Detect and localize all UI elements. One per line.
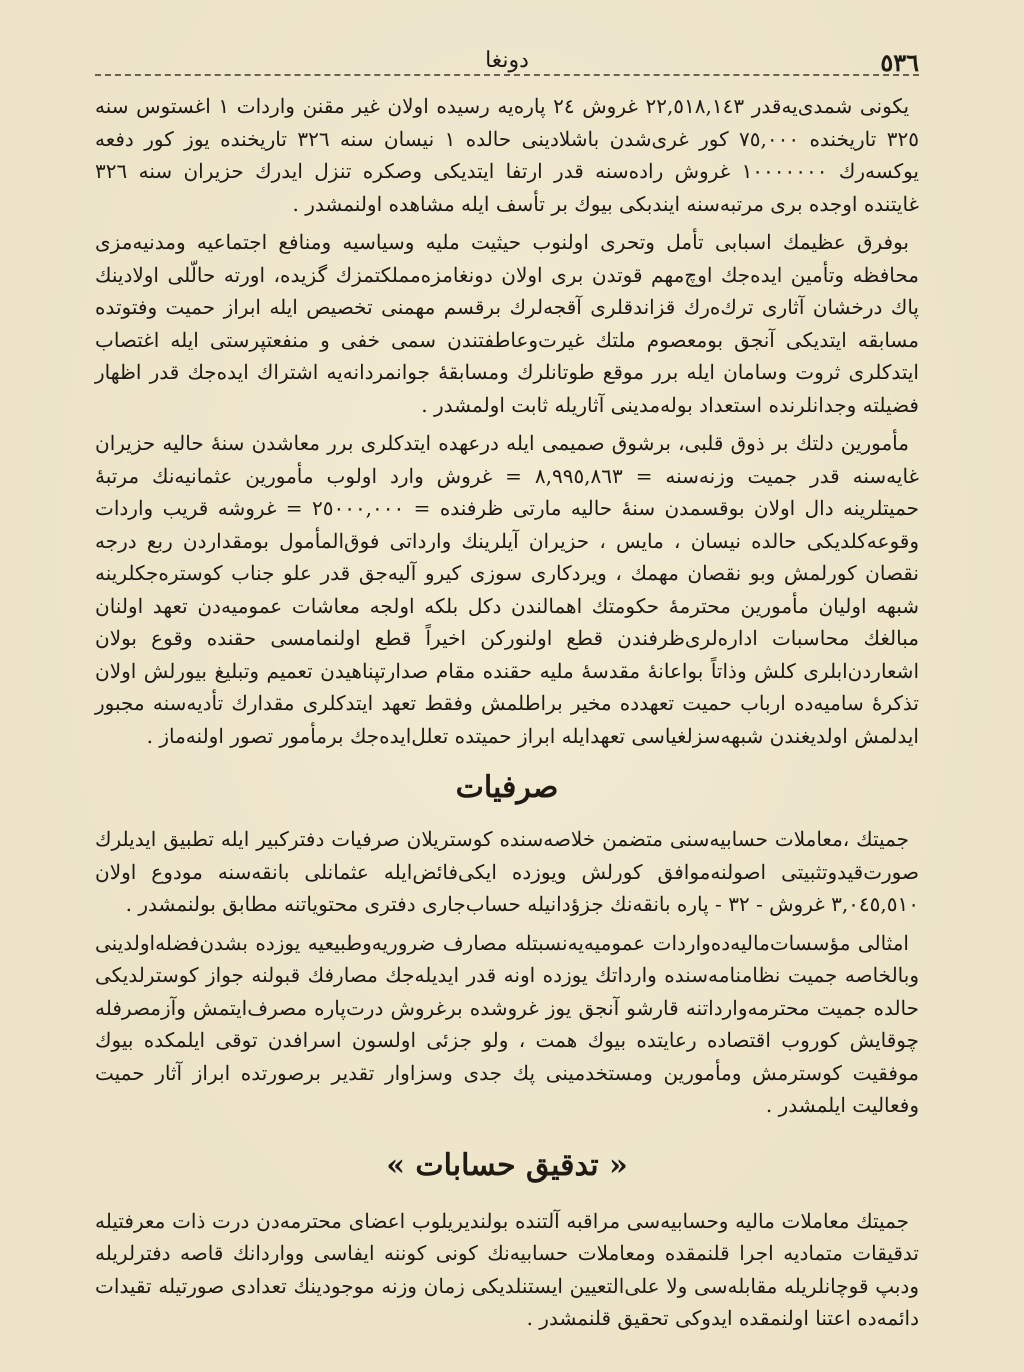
paragraph-audit: جميتك معاملات ماليه وحسابيه‌سى مراقبه آلتنده بولنديريلوب اعضاى محترمه‌دن درت ذات معرفتيله تدقيقات متماديه اجرا قلنمقده ومعاملات حسابيه‌نك كونى كوننه ايفاسى وواردانك قاصه دفترلريله ودبپ قوچانلريله مقابله‌سى ولا على‌التعيين ايستنلديكى زمان وزنه موجودينك تعدادى صورتيله تقيدات دائمه‌ده اعتنا اولنمقده ايدوكى تحقيق قلنمشدر . xyxy=(95,1208,919,1330)
running-title: دونغا xyxy=(485,48,529,73)
paragraph-officials-contributions: مأمورين دلتك بر ذوق قلبى، برشوق صميمى ايله درعهده ايتدكلرى برر معاشدن سنهٔ حاليه حزيران غايه‌سنه قدر جميت وزنه‌سنه = ٨,٩٩٥,٨٦٣ = غروش وارد اولوب مأمورين عثمانيه‌نك مرتبهٔ حميتلرينه دال اولان بوقسمدن سنهٔ حاليه مارتى ظرفنده = ٢٥٠٠٠,٠٠٠ = غروشه قريب واردات وقوعه‌كلديكى حالده نيسان ، مايس ، حزيران آيلرينك وارداتى فوق‌المأمول بومقداردن ربع درجه نقصان كورلمش وبو نقصان مهمك ، ويردكارى سوزى كيرو آليه‌جق قدر علو جناب كوستره‌جكلرينه شبهه اوليان مأمورين محترمهٔ حكومتك اهمالندن دكل بلكه اولجه معاشات عموميه‌دن تعهد اولنان مبالغك محاسبات اداره‌لرى‌ظرفندن قطع اولنوركن اخيراً قطع اولنمامسى حقنده وقوع بولان اشعاردن‌ابلرى كلش وذاتاً بواعانهٔ مقدسهٔ مليه حقنده مقام صدارتپناهيدن تعميم وتبليغ بيورلش اولان تذكرهٔ ساميه‌ده ارباب حميت تعهدده مخير براطلمش وفقط تعهد ايتدكلرى مقدارك تأديه‌سنه مجبور ايدلمش اولديغندن شبهه‌سزلغياسى تعهدايله ابراز حميتده تعلل‌ايده‌جك برمأمور تصور اولنه‌ماز . xyxy=(95,431,919,748)
section-heading-expenses: صرفيات xyxy=(455,770,559,805)
paragraph-expense-ledger: جميتك ،معاملات حسابيه‌سنى متضمن خلاصه‌سنده كوستريلان صرفيات دفتركبير ايله تطبيق ايديلرك صورت‌قيدوتثبيتى اصولنه‌موافق كورلش ويوزده ايكى‌فائض‌ايله عثمانلى بانقه‌سنه مودوع اولان ٣,٠٤٥,٥١٠ غروش - ٣٢ - پاره بانقه‌نك جزؤدانيله حساب‌جارى دفترى محتوياتنه مطابق بولنمشدر . xyxy=(95,827,919,916)
paragraph-expense-ratio: امثالى مؤسسات‌ماليه‌ده‌واردات عموميه‌يه‌نسبتله مصارف ضروريه‌وطبيعيه يوزده بشدن‌فضله‌اولدينى وبالخاصه جميت نظامنامه‌سنده وارداتك يوزده اونه قدر ايديله‌جك مصارفك قبولنه جواز كوسترلديكى حالده جميت محترمه‌وارداتنه قارشو آنجق يوز غروشده برغروش درت‌پاره مصرف‌ايتمش وآزمصرفله چوقايش كوروب اقتصاده رعايتده بيوك همت ، ولو جزئى اولسون اسرافدن توقى ايلمكده بيوك موفقيت كوسترمش ومأمورين ومستخدمينى پك جدى وسزاوار تقدير برصورتده ابراز آثار حميت وفعاليت ايلمشدر . xyxy=(95,930,919,1117)
header-rule xyxy=(95,74,919,76)
paragraph-revenue-decline: يكونى شمدى‌يه‌قدر ٢٢,٥١٨,١٤٣ غروش ٢٤ پاره‌يه رسيده اولان غير مقنن واردات ١ اغستوس سنه ٣٢٥ تاريخنده ٧٥,٠٠٠ كور غرى‌شدن باشلادينى حالده ١ نيسان سنه ٣٢٦ تاريخنده يوز كور دفعه يوكسه‌رك ١٠٠٠٠٠٠٠ غروش راده‌سنه قدر ارتفا ايتديكى وصكره تنزل ايدرك حزيران سنه ٣٢٦ غايتنده اوجده برى مرتبه‌سنه ايندبكى بيوك بر تأسف ايله مشاهده اولنمشدر . xyxy=(95,94,919,216)
section-heading-audit: « تدقيق حسابات » xyxy=(386,1147,628,1183)
page-body xyxy=(95,90,919,1341)
paragraph-causes: بوفرق عظيمك اسبابى تأمل وتحرى اولنوب حيثيت مليه وسياسيه ومنافع اجتماعيه ومدنيه‌مزى محافظه وتأمين ايده‌جك اوچ‌مهم قوتدن برى اولان دونغامزه‌مملكتمزك گزيده، اورته حالّلى اولادينك پاك درخشان آثارى ترك‌ه‌رك قزاندقلرى آقجه‌لرك برقسم مهمنى تخصيص ايله ابراز حميت وفتوتده مسابقه ايتديكى آنجق بومعصوم ملتك غيرت‌وعاطفتندن سمى خفى و منفعتپرستى ايله اغتصاب ايتدكلرى ثروت وسامان ايله برر موقع طوتانلرك ومسابقهٔ جوانمردانه‌يه اشتراك ايده‌جك قدر اظهار فضيلته وجدانلرنده استعداد بوله‌مدينى آثاريله ثابت اولمشدر . xyxy=(95,230,919,417)
page-number: ٥٣٦ xyxy=(880,48,919,77)
